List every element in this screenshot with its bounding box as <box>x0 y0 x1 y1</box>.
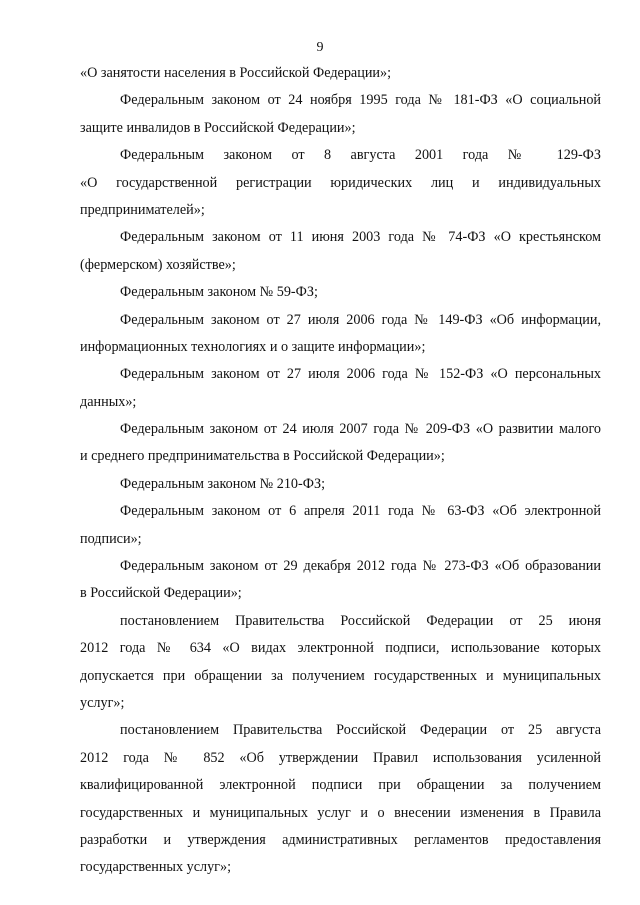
text-line: Федеральным законом от 6 апреля 2011 года № 63-ФЗ «Об электронной <box>120 503 601 520</box>
text-line: «О занятости населения в Российской Федерации»; <box>80 65 392 81</box>
document-body-text <box>80 60 601 882</box>
text-line: разработки и утверждения административных регламентов предоставления <box>80 831 601 848</box>
text-line: постановлением Правительства Российской Федерации от 25 июня <box>120 612 601 629</box>
text-line: предпринимателей»; <box>80 201 205 218</box>
text-line: Федеральным законом от 11 июня 2003 года № 74-ФЗ «О крестьянском <box>120 229 601 246</box>
text-line: государственных и муниципальных услуг и о внесении изменения в Правила <box>80 804 601 821</box>
text-line: Федеральным законом от 8 августа 2001 года № 129-ФЗ <box>120 147 601 164</box>
text-line: Федеральным законом от 27 июля 2006 года № 149-ФЗ «Об информации, <box>120 311 601 328</box>
text-line: квалифицированной электронной подписи при обращении за получением <box>80 777 601 794</box>
text-line: 2012 года № 852 «Об утверждении Правил использования усиленной <box>80 749 601 766</box>
text-line: Федеральным законом от 27 июля 2006 года № 152-ФЗ «О персональных <box>120 366 601 383</box>
text-line: Федеральным законом от 24 июля 2007 года № 209-ФЗ «О развитии малого <box>120 421 601 438</box>
text-line: и среднего предпринимательства в Российской Федерации»; <box>80 448 445 465</box>
text-line: подписи»; <box>80 530 142 547</box>
text-line: Федеральным законом № 59-ФЗ; <box>120 284 318 301</box>
text-line: информационных технологиях и о защите информации»; <box>80 338 426 355</box>
text-line: Федеральным законом от 29 декабря 2012 года № 273-ФЗ «Об образовании <box>120 558 601 575</box>
page-number: 9 <box>316 40 324 55</box>
text-line: государственных услуг»; <box>80 859 232 876</box>
text-line: услуг»; <box>80 694 125 711</box>
text-line: в Российской Федерации»; <box>80 585 242 602</box>
text-line: Федеральным законом от 24 ноября 1995 года № 181-ФЗ «О социальной <box>120 92 601 109</box>
text-line: 2012 года № 634 «О видах электронной подписи, использование которых <box>80 640 601 657</box>
text-line: (фермерском) хозяйстве»; <box>80 256 236 273</box>
text-line: постановлением Правительства Российской Федерации от 25 августа <box>120 722 601 739</box>
text-line: Федеральным законом № 210-ФЗ; <box>120 475 326 492</box>
text-line: защите инвалидов в Российской Федерации»; <box>80 119 356 136</box>
text-line: данных»; <box>80 393 137 410</box>
text-line: «О государственной регистрации юридических лиц и индивидуальных <box>80 174 601 191</box>
text-line: допускается при обращении за получением государственных и муниципальных <box>80 667 601 684</box>
